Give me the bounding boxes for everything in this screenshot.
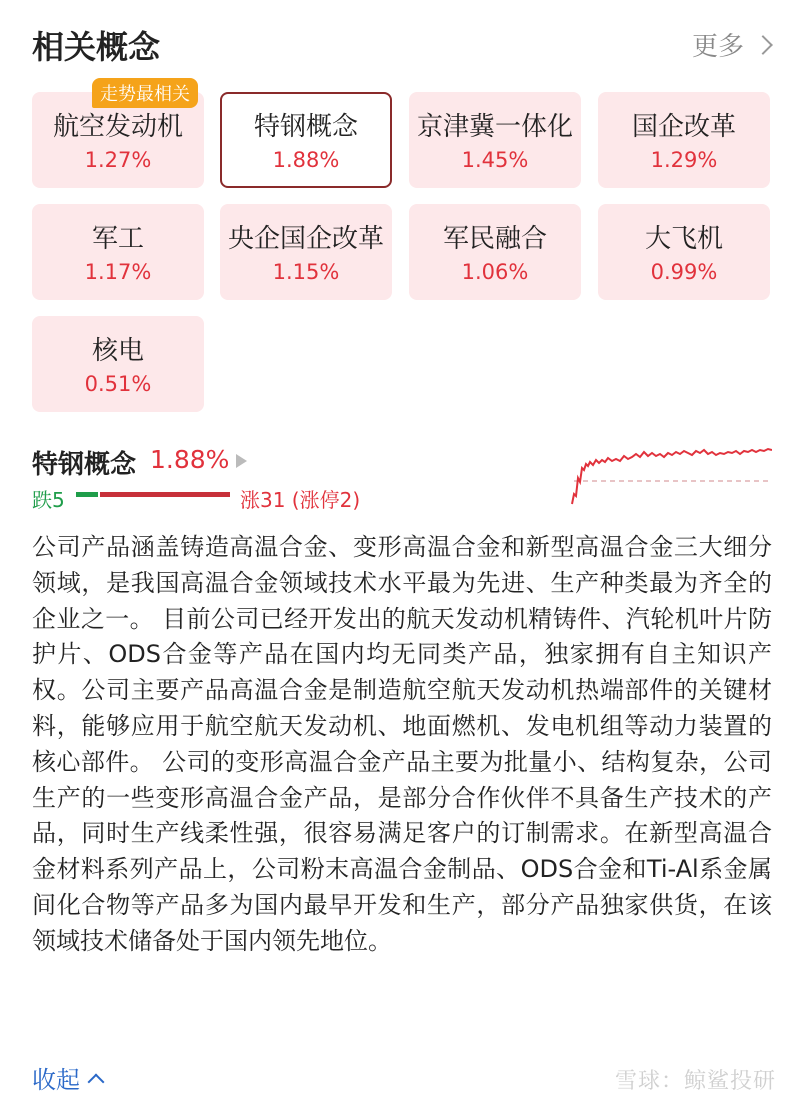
concept-card-civil-military[interactable]	[409, 204, 581, 300]
watermark: 雪球：鲸鲨投研	[614, 1069, 776, 1094]
concept-card-military[interactable]	[32, 204, 204, 300]
concept-card-soe-reform[interactable]	[598, 92, 770, 188]
concept-change: 1.29%	[650, 148, 718, 172]
concept-card-special-steel[interactable]	[220, 92, 392, 188]
most-related-badge: 走势最相关	[92, 78, 198, 108]
selected-concept-name[interactable]: 特钢概念	[32, 450, 137, 480]
concept-card-jingjinji[interactable]	[409, 92, 581, 188]
collapse-button[interactable]	[32, 1060, 102, 1095]
price-line	[572, 449, 772, 504]
section-header	[32, 18, 770, 68]
chevron-up-icon	[88, 1073, 105, 1090]
advancers-bar	[100, 492, 230, 497]
concept-change: 1.27%	[84, 148, 152, 172]
concept-change: 1.15%	[272, 260, 340, 284]
more-link[interactable]	[692, 26, 770, 63]
concept-change: 1.88%	[272, 148, 340, 172]
concept-card-large-aircraft[interactable]	[598, 204, 770, 300]
concept-name: 军民融合	[442, 224, 547, 254]
play-icon[interactable]	[236, 454, 247, 468]
collapse-label: 收起	[32, 1066, 80, 1094]
decliners-bar	[76, 492, 98, 497]
decliners-count: 跌5	[32, 488, 65, 512]
selected-concept-change: 1.88%	[150, 445, 230, 474]
concept-name: 军工	[91, 224, 144, 254]
concept-change: 1.17%	[84, 260, 152, 284]
company-description: 公司产品涵盖铸造高温合金、变形高温合金和新型高温合金三大细分领域，是我国高温合金领域技术水平最为先进、生产种类最为齐全的企业之一。 目前公司已经开发出的航天发动机精铸件、汽轮机叶片防护片、ODS合金等产品在国内均无同类产品，独家拥有自主知识产权。公司主要产品高温合金是制造航空航天发动机热端部件的关键材料，能够应用于航空航天发动机、地面燃机、发电机组等动力装置的核心部件。 公司的变形高温合金产品主要为批量小、结构复杂，公司生产的一些变形高温合金产品，是部分合作伙伴不具备生产技术的产品，同时生产线柔性强，很容易满足客户的订制需求。在新型高温合金材料系列产品上，公司粉末高温合金制品、ODS合金和Ti-Al系金属间化合物等产品多为国内最早开发和生产，部分产品独家供货，在该领域技术储备处于国内领先地位。	[32, 533, 772, 955]
concept-change: 1.45%	[461, 148, 529, 172]
concept-name: 大飞机	[644, 224, 723, 254]
concept-name: 京津冀一体化	[416, 112, 573, 142]
concept-name: 核电	[91, 336, 144, 366]
section-title: 相关概念	[32, 28, 161, 66]
chevron-right-icon	[753, 35, 773, 55]
concept-name: 央企国企改革	[227, 224, 384, 254]
more-label: 更多	[691, 32, 744, 62]
concept-change: 0.99%	[650, 260, 718, 284]
intraday-sparkline[interactable]	[568, 438, 772, 508]
advancers-count: 涨31 (涨停2)	[240, 488, 361, 512]
concept-name: 国企改革	[631, 112, 736, 142]
concept-change: 1.06%	[461, 260, 529, 284]
concept-card-nuclear[interactable]	[32, 316, 204, 412]
concept-card-central-soe-reform[interactable]	[220, 204, 392, 300]
concept-name: 特钢概念	[253, 112, 358, 142]
concept-change: 0.51%	[84, 372, 152, 396]
concept-name: 航空发动机	[52, 112, 183, 142]
